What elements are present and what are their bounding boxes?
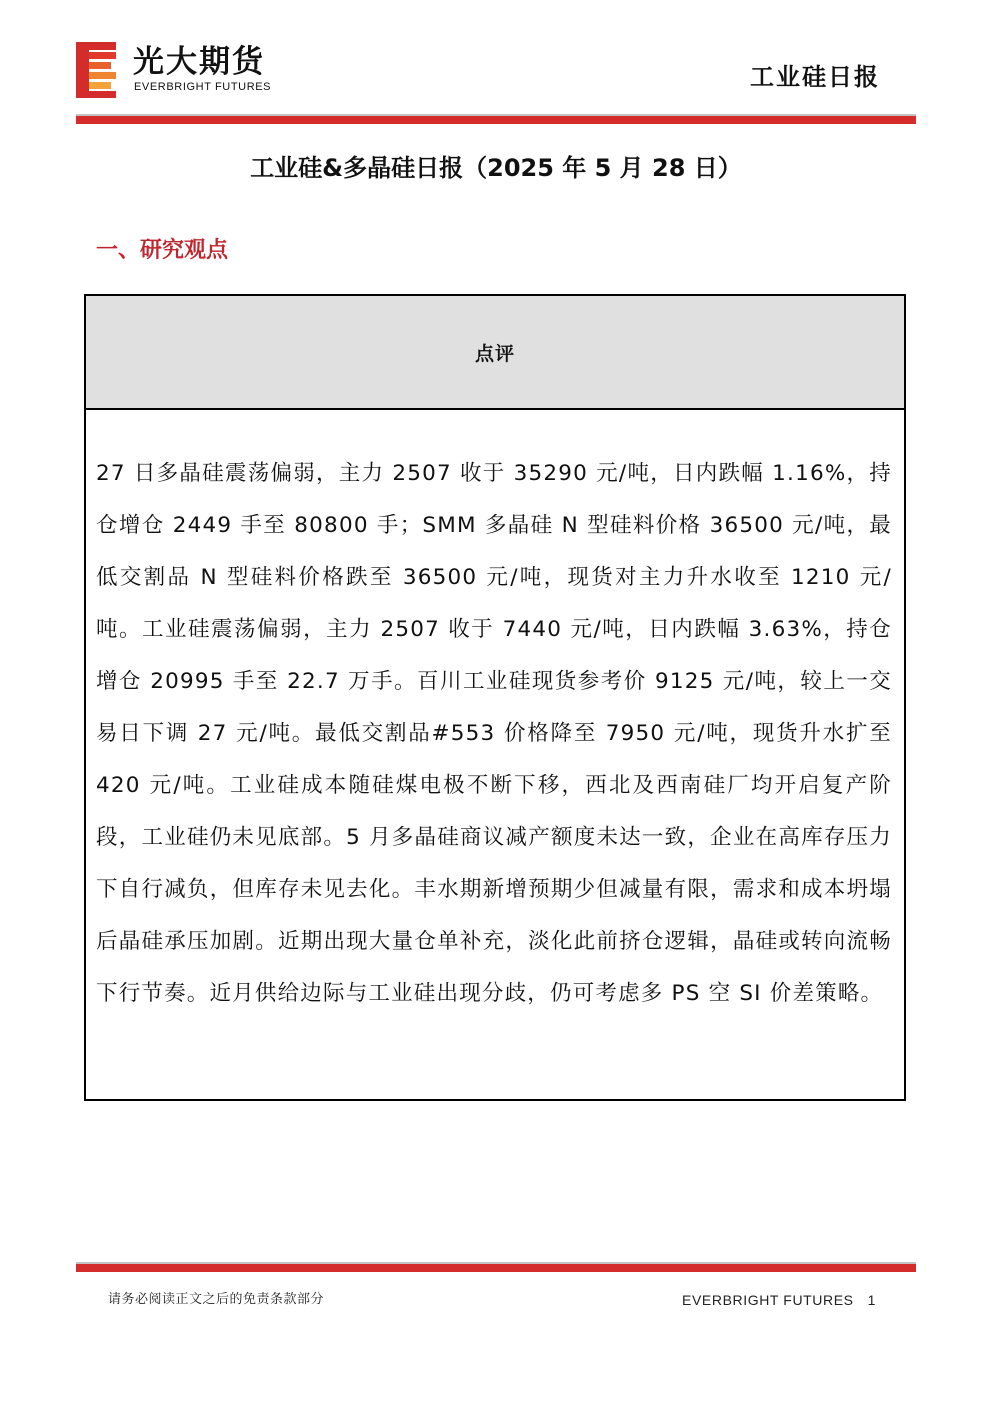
everbright-logo-icon bbox=[76, 42, 120, 98]
commentary-table-header: 点评 bbox=[86, 296, 904, 410]
brand-name-en: EVERBRIGHT FUTURES bbox=[134, 81, 272, 93]
document-title: 工业硅&多晶硅日报（2025 年 5 月 28 日） bbox=[250, 154, 742, 182]
brand-name-cn: 光大期货 bbox=[133, 44, 265, 80]
footer-company-name: EVERBRIGHT FUTURES bbox=[682, 1292, 854, 1308]
footer-divider bbox=[76, 1262, 916, 1272]
section-heading: 一、研究观点 bbox=[96, 238, 229, 263]
report-type-title: 工业硅日报 bbox=[750, 63, 880, 91]
footer-company bbox=[682, 1290, 876, 1310]
disclaimer-note: 请务必阅读正文之后的免责条款部分 bbox=[108, 1292, 325, 1307]
commentary-text: 27 日多晶硅震荡偏弱，主力 2507 收于 35290 元/吨，日内跌幅 1.16%，持仓增仓 2449 手至 80800 手；SMM 多晶硅 N 型硅料价格 36500 元/吨，最低交割品 N 型硅料价格跌至 36500 元/吨，现货对主力升水收至 1210 元/吨。工业硅震荡偏弱，主力 2507 收于 7440 元/吨，日内跌幅 3.63%，持仓增仓 20995 手至 22.7 万手。百川工业硅现货参考价 9125 元/吨，较上一交易日下调 27 元/吨。最低交割品#553 价格降至 7950 元/吨，现货升水扩至 420 元/吨。工业硅成本随硅煤电极不断下移，西北及西南硅厂均开启复产阶段，工业硅仍未见底部。5 月多晶硅商议减产额度未达一致，企业在高库存压力下自行减负，但库存未见去化。丰水期新增预期少但减量有限，需求和成本坍塌后晶硅承压加剧。近期出现大量仓单补充，淡化此前挤仓逻辑，晶硅或转向流畅下行节奏。近月供给边际与工业硅出现分歧，仍可考虑多 PS 空 SI 价差策略。 bbox=[96, 461, 892, 1006]
header-divider bbox=[76, 114, 916, 124]
page-number: 1 bbox=[867, 1292, 876, 1308]
commentary-table bbox=[84, 294, 906, 1101]
